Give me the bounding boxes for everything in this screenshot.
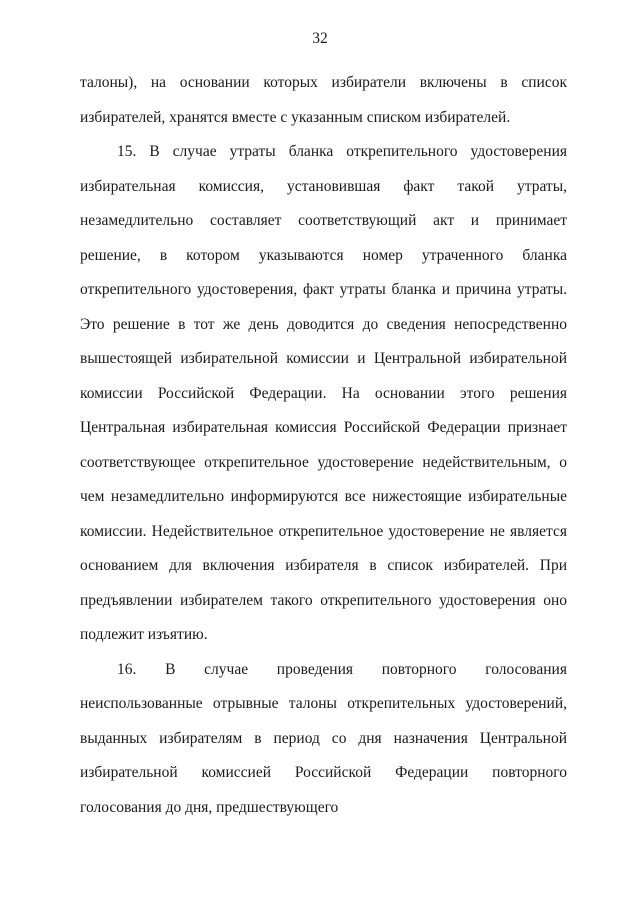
paragraph-continuation: талоны), на основании которых избиратели включены в список избирателей, хранятся вместе с указанным списком избирателей. bbox=[80, 74, 567, 126]
page-number: 32 bbox=[312, 30, 328, 47]
paragraph-clause-15: 15. В случае утраты бланка открепительного удостоверения избирательная комиссия, установившая факт такой утраты, незамедлительно составляет соответствующий акт и принимает решение, в котором указываются номер утраченного бланка открепительного удостоверения, факт утраты бланка и причина утраты. Это решение в тот же день доводится до сведения непосредственно вышестоящей избирательной комиссии и Центральной избирательной комиссии Российской Федерации. На основании этого решения Центральная избирательная комиссия Российской Федерации признает соответствующее открепительное удостоверение недействительным, о чем незамедлительно информируются все нижестоящие избирательные комиссии. Недействительное открепительное удостоверение не является основанием для включения избирателя в список избирателей. При предъявлении избирателем такого открепительного удостоверения оно подлежит изъятию. bbox=[80, 143, 567, 643]
document-body bbox=[80, 66, 567, 825]
paragraph-clause-16: 16. В случае проведения повторного голосования неиспользованные отрывные талоны открепительных удостоверений, выданных избирателям в период со дня назначения Центральной избирательной комиссией Российской Федерации повторного голосования до дня, предшествующего bbox=[80, 660, 567, 816]
